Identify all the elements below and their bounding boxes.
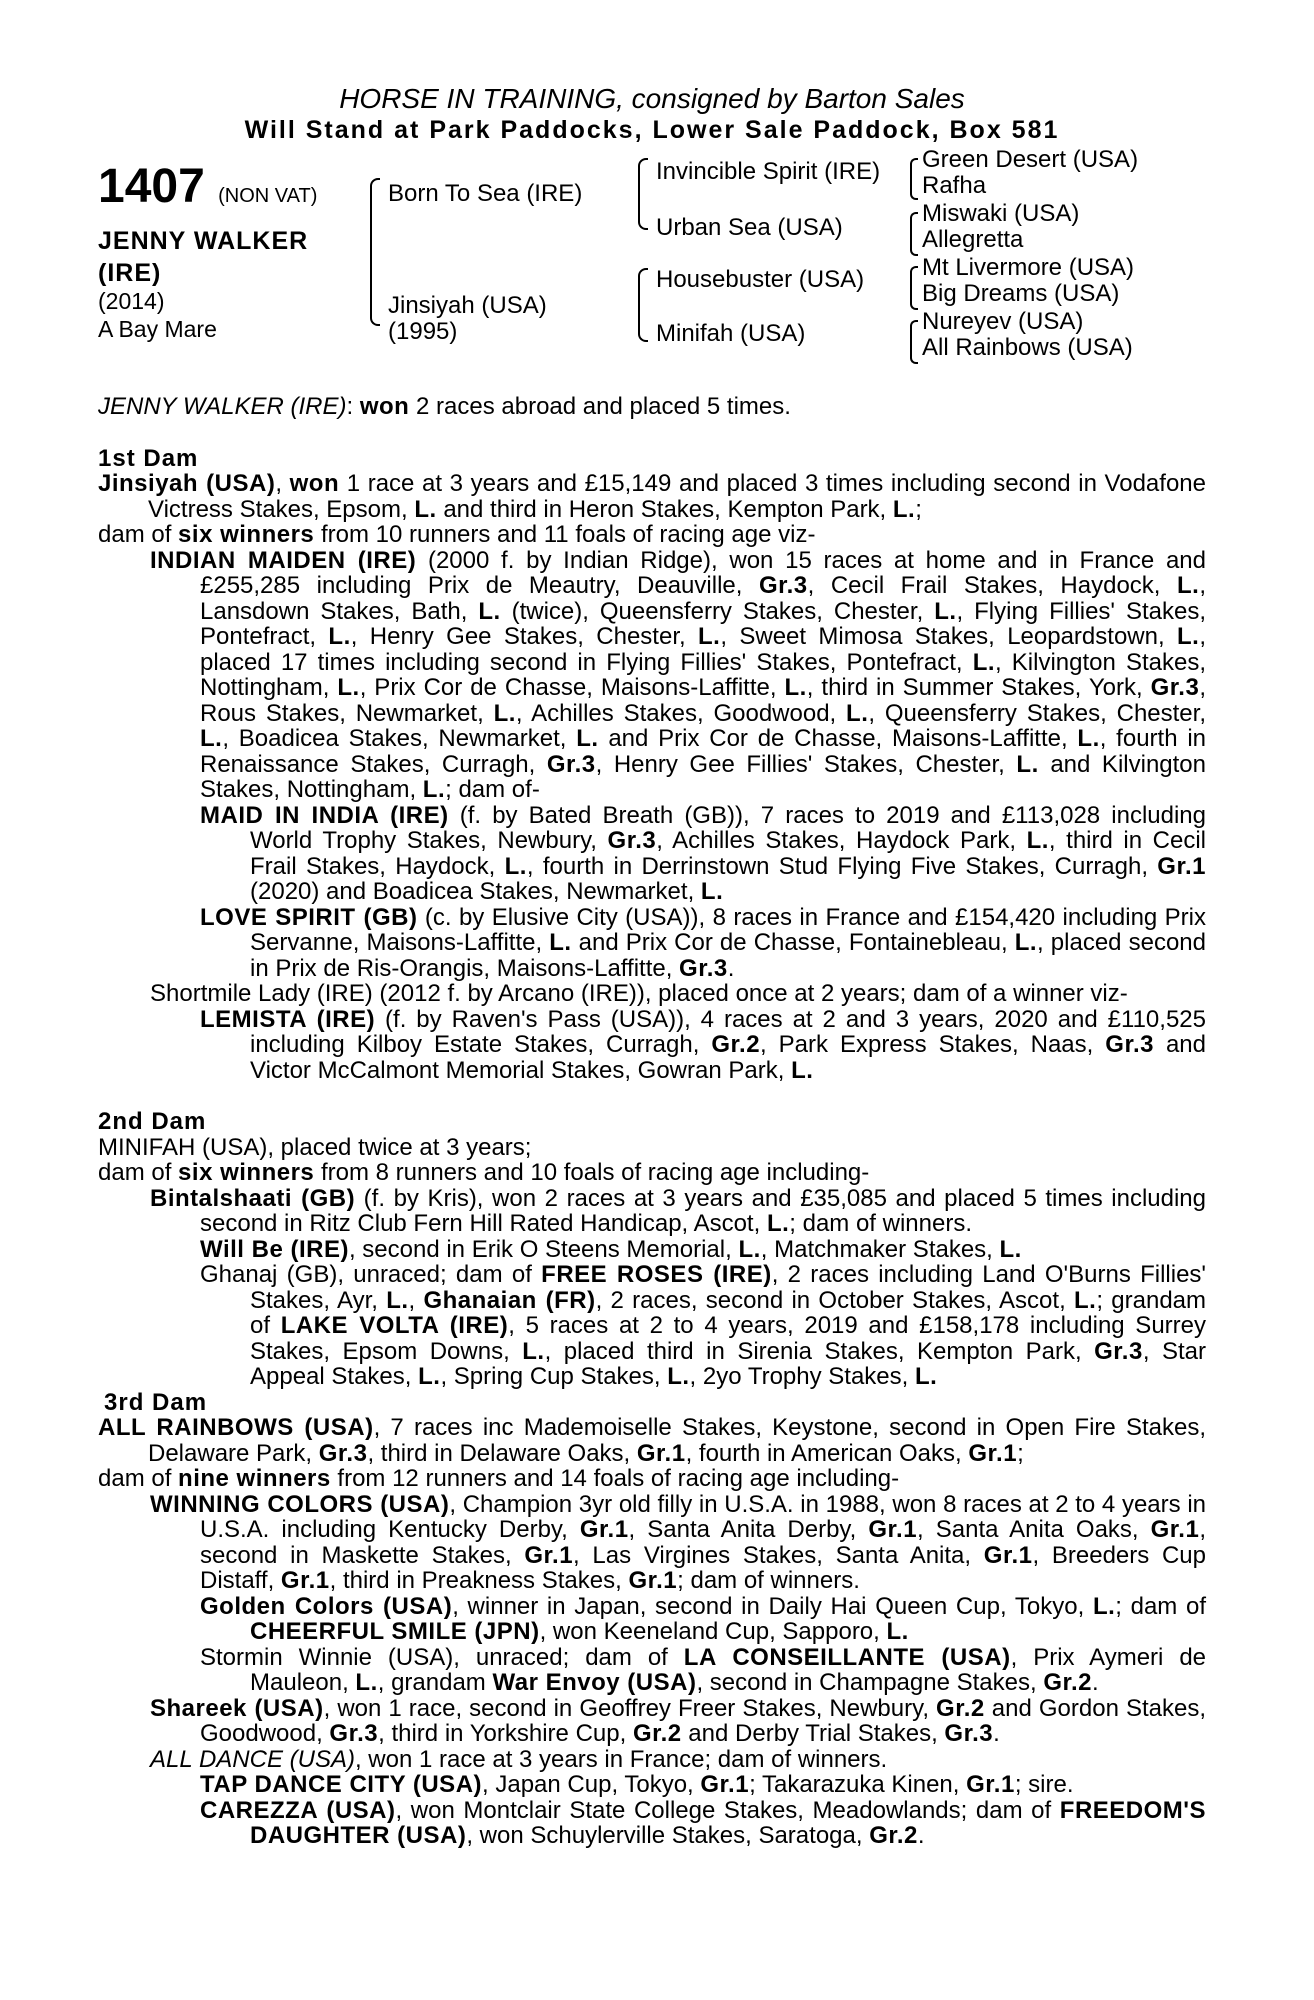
text: , Japan Cup, Tokyo, [482, 1771, 701, 1798]
text: , won Schuylerville Stakes, Saratoga, [466, 1822, 870, 1849]
listed-label: L. [915, 1363, 938, 1390]
text: , placed second in Prix de Ris-Orangis, Maisons-Laffitte, [250, 929, 1206, 982]
pedigree-dsd: Big Dreams (USA) [922, 280, 1120, 307]
catalogue-page [98, 82, 1206, 1849]
grade-label: Gr.1 [628, 1567, 678, 1594]
winning-colors-record [98, 1492, 1206, 1594]
grade-label: Gr.2 [711, 1031, 761, 1058]
pedigree-bracket-sd [910, 212, 918, 256]
text: , Spring Cup Stakes, [440, 1363, 668, 1390]
summary-line: JENNY WALKER (IRE): won 2 races abroad and placed 5 times. [98, 393, 791, 420]
pedigree-bracket-main [370, 178, 380, 326]
grade-label: Gr.1 [983, 1541, 1033, 1569]
listed-label: L. [784, 674, 807, 701]
summary-text: 2 races abroad and placed 5 times. [409, 393, 791, 420]
horse-name: TAP DANCE CITY (USA) [200, 1771, 483, 1798]
listed-label: L. [355, 1669, 378, 1696]
punctuation: . [917, 1822, 925, 1849]
listed-label: L. [493, 699, 516, 727]
dam1-text: 1 race at 3 years and £15,149 and placed 3 times including second in Vodafone Victress Stakes, Epsom, [148, 470, 1206, 523]
grade-label: Gr.3 [329, 1720, 379, 1747]
horse-name: War Envoy (USA) [492, 1669, 697, 1696]
horse-name: CHEERFUL SMILE (JPN) [250, 1618, 540, 1645]
shareek-record [98, 1696, 1206, 1747]
punctuation: . [1092, 1669, 1099, 1696]
text: , Henry Gee Fillies' Stakes, Chester, [595, 750, 1017, 778]
horse-description: A Bay Mare [98, 316, 217, 342]
grade-label: Gr.1 [1150, 1516, 1200, 1543]
grade-label: Gr.1 [579, 1516, 629, 1543]
text: , third in Summer Stakes, York, [806, 674, 1151, 701]
text: ; sire. [1014, 1771, 1074, 1798]
listed-label: L. [892, 495, 916, 523]
listed-label: L. [549, 929, 572, 956]
dam1-text: from 10 runners and 11 foals of racing age viz- [314, 521, 816, 548]
horse-name: ALL RAINBOWS (USA) [98, 1414, 374, 1441]
listed-label: L. [337, 674, 360, 701]
text: , Prix Cor de Chasse, Maisons-Laffitte, [359, 674, 785, 701]
text: , third in Preakness Stakes, [329, 1567, 629, 1594]
text: , Prix Aymeri de Mauleon, [250, 1643, 1207, 1696]
dam1-heading: 1st Dam [98, 444, 199, 472]
text: , Breeders Cup Distaff, [200, 1541, 1206, 1594]
pedigree-dss: Mt Livermore (USA) [922, 254, 1135, 281]
text: from 8 runners and 10 foals of racing age including- [314, 1159, 870, 1186]
text: , winner in Japan, second in Daily Hai Queen Cup, Tokyo, [452, 1592, 1093, 1620]
dam2-winners: six winners [178, 1159, 315, 1186]
horse-name-line1: JENNY WALKER [98, 227, 309, 255]
listed-label: L. [576, 725, 599, 752]
horse-name-line2: (IRE) [98, 259, 162, 287]
listed-label: L. [1077, 725, 1100, 752]
grade-label: Gr.1 [280, 1567, 330, 1594]
all-dance-record [98, 1747, 1206, 1773]
grade-label: Gr.3 [1105, 1031, 1154, 1058]
dam1-winners: six winners [178, 521, 315, 548]
text: , 2 races, second in October Stakes, Ascot, [595, 1286, 1075, 1314]
text: dam of [98, 1465, 179, 1492]
text: Stormin Winnie (USA), unraced; dam of [200, 1643, 684, 1671]
text: , Santa Anita Derby, [628, 1516, 869, 1543]
horse-name: Golden Colors (USA) [200, 1592, 453, 1620]
text: dam of [98, 1159, 179, 1186]
text: (c. by Elusive City (USA)), 8 races in France and £154,420 including Prix Servanne, Maisons-Laffitte, [250, 903, 1206, 956]
text: (2020) and Boadicea Stakes, Newmarket, [250, 878, 701, 905]
grade-label: Gr.3 [1094, 1337, 1143, 1365]
horse-name: MAID IN INDIA (IRE) [200, 801, 449, 829]
will-be-record [98, 1237, 1206, 1263]
listed-label: L. [1014, 929, 1038, 956]
maid-in-india-record [98, 803, 1206, 905]
horse-name: ALL DANCE (USA) [150, 1745, 355, 1773]
text: , Achilles Stakes, Goodwood, [515, 699, 847, 727]
horse-name: Ghanaian (FR) [423, 1286, 596, 1314]
listed-label: L. [999, 1235, 1022, 1263]
listed-label: L. [700, 878, 724, 905]
horse-name: WINNING COLORS (USA) [150, 1490, 450, 1518]
text: , won 1 race at 3 years in France; dam of winners. [354, 1745, 888, 1773]
dam1-text: dam of [98, 521, 179, 548]
text: and Derby Trial Stakes, [681, 1720, 945, 1747]
listed-label: L. [934, 597, 957, 625]
dam1-record: Jinsiyah (USA), won 1 race at 3 years and £15,149 and placed 3 times including second in Vodafone Victress Stakes, Epsom, L. and third in Heron Stakes, Kempton Park, L.; [98, 470, 1206, 523]
summary-won: won [359, 393, 410, 420]
text: ; dam of- [445, 776, 540, 803]
listed-label: L. [1016, 750, 1039, 778]
listed-label: L. [200, 725, 223, 752]
grade-label: Gr.2 [632, 1720, 682, 1747]
listed-label: L. [1074, 1286, 1097, 1314]
dam2-produce-summary [98, 1160, 1206, 1186]
shortmile-lady-record: Shortmile Lady (IRE) (2012 f. by Arcano (IRE)), placed once at 2 years; dam of a winner viz- [150, 980, 1128, 1007]
vat-status: (NON VAT) [218, 185, 318, 207]
grade-label: Gr.1 [636, 1439, 686, 1467]
horse-name: LEMISTA (IRE) [200, 1005, 376, 1033]
listed-label: L. [422, 776, 446, 803]
pedigree-bracket-sire [638, 158, 648, 230]
pedigree-ssd: Rafha [922, 172, 987, 199]
horse-name: Shareek (USA) [150, 1694, 324, 1722]
pedigree-bracket-dam [638, 268, 648, 342]
dam1-won: won [289, 470, 340, 497]
tap-dance-city-record [98, 1772, 1206, 1798]
text: , Champion 3yr old filly in U.S.A. in 1988, won 8 races at 2 to 4 years in U.S.A. including Kentucky Derby, [200, 1490, 1207, 1543]
pedigree-ds: Housebuster (USA) [656, 266, 865, 293]
pedigree-ss: Invincible Spirit (IRE) [656, 158, 881, 185]
pedigree-sd: Urban Sea (USA) [656, 214, 843, 241]
foaling-year: (2014) [98, 288, 165, 314]
text: (f. by Bated Breath (GB)), 7 races to 2019 and £113,028 including World Trophy Stakes, Newbury, [250, 801, 1207, 854]
listed-label: L. [766, 1210, 790, 1237]
pedigree-dam: Jinsiyah (USA) [388, 292, 547, 319]
text: , won 1 race, second in Geoffrey Freer Stakes, Newbury, [323, 1694, 937, 1722]
grade-label: Gr.3 [318, 1439, 368, 1467]
text: , placed third in Sirenia Stakes, Kempton Park, [544, 1337, 1095, 1365]
listed-label: L. [1092, 1592, 1116, 1620]
grade-label: Gr.3 [546, 750, 596, 778]
text: (twice), Queensferry Stakes, Chester, [500, 597, 935, 625]
text: , Park Express Stakes, Naas, [760, 1031, 1106, 1058]
horse-name: FREE ROSES (IRE) [541, 1261, 772, 1288]
listed-label: L. [418, 1363, 441, 1390]
page-title: HORSE IN TRAINING, consigned by Barton Sales [339, 83, 965, 114]
text: ; dam of [1115, 1592, 1207, 1620]
listed-label: L. [1177, 572, 1200, 599]
grade-label: Gr.1 [966, 1771, 1015, 1798]
text: , second in Maskette Stakes, [200, 1516, 1206, 1569]
summary-horse-name: JENNY WALKER (IRE) [98, 393, 347, 420]
grade-label: Gr.1 [700, 1771, 750, 1798]
grade-label: Gr.1 [968, 1439, 1018, 1467]
lot-header [98, 146, 1206, 384]
text: , 2 races including Land O'Burns Fillies' Stakes, Ayr, [250, 1261, 1207, 1314]
punctuation: ; [915, 495, 922, 523]
listed-label: L. [886, 1618, 909, 1645]
page-subtitle: Will Stand at Park Paddocks, Lower Sale Paddock, Box 581 [244, 116, 1060, 144]
text: , fourth in Derrinstown Stud Flying Five Stakes, Curragh, [526, 852, 1158, 880]
listed-label: L. [791, 1056, 814, 1084]
text: ; grandam of [250, 1286, 1207, 1339]
lot-number: 1407 [98, 160, 205, 213]
text: and Prix Cor de Chasse, Fontainebleau, [571, 929, 1015, 956]
text: , fourth in American Oaks, [685, 1439, 969, 1467]
text: , Matchmaker Stakes, [760, 1235, 1000, 1263]
grade-label: Gr.1 [868, 1516, 918, 1543]
text: , won Montclair State College Stakes, Meadowlands; dam of [395, 1796, 1060, 1824]
listed-label: L. [738, 1235, 761, 1263]
text: Ghanaj (GB), unraced; dam of [200, 1261, 542, 1288]
listed-label: L. [504, 852, 527, 880]
text: , third in Delaware Oaks, [367, 1439, 637, 1467]
text: and Kilvington Stakes, Nottingham, [200, 750, 1206, 803]
pedigree-sdd: Allegretta [922, 226, 1024, 253]
pedigree-sds: Miswaki (USA) [922, 200, 1080, 227]
dam1-name: Jinsiyah (USA) [98, 470, 276, 497]
text: , Flying Fillies' Stakes, Pontefract, [200, 597, 1206, 650]
text: , third in Cecil Frail Stakes, Haydock, [250, 827, 1207, 880]
indian-maiden-record [98, 548, 1206, 803]
pedigree-dam-year: (1995) [388, 318, 458, 345]
love-spirit-record [98, 905, 1206, 982]
carezza-record [98, 1798, 1206, 1849]
text: , won Keeneland Cup, Sapporo, [539, 1618, 887, 1645]
listed-label: L. [478, 597, 501, 625]
grade-label: Gr.3 [607, 827, 657, 854]
dam3-produce-summary [98, 1466, 1206, 1492]
bintalshaati-record [98, 1186, 1206, 1237]
punctuation: ; [1017, 1439, 1024, 1467]
dam1-produce-summary [98, 522, 1206, 548]
dam3-heading: 3rd Dam [104, 1388, 208, 1416]
lot-number-line [98, 160, 348, 223]
pedigree-bracket-ds [910, 266, 918, 310]
text: , Achilles Stakes, Haydock Park, [656, 827, 1027, 854]
horse-name: INDIAN MAIDEN (IRE) [150, 546, 417, 574]
text: , Rous Stakes, Newmarket, [200, 674, 1206, 727]
grade-label: Gr.3 [679, 954, 728, 982]
grade-label: Gr.3 [758, 572, 808, 599]
text: , fourth in Renaissance Stakes, Curragh, [200, 725, 1206, 778]
listed-label: L. [698, 623, 721, 650]
text: (f. by Kris), won 2 races at 3 years and £35,085 and placed 5 times including second in Ritz Club Fern Hill Rated Handicap, Ascot, [200, 1184, 1207, 1237]
ghanaj-record: Ghanaj (GB), unraced; dam of FREE ROSES (IRE), 2 races including Land O'Burns Fillies' Stakes, Ayr, L., Ghanaian (FR), 2 races, second in October Stakes, Ascot, L.; grandam of LAKE VOLTA (IRE), 5 races at 2 to 4 years, 2019 and £158,178 including Surrey Stakes, Epsom Downs, L., placed third in Sirenia Stakes, Kempton Park, Gr.3, Star Appeal Stakes, L., Spring Cup Stakes, L., 2yo Trophy Stakes, L. [200, 1261, 1207, 1390]
horse-name: LAKE VOLTA (IRE) [280, 1312, 509, 1339]
lot-info [98, 160, 348, 343]
pedigree-bracket-dd [910, 320, 918, 364]
horse-name: Will Be (IRE) [200, 1235, 349, 1263]
text: , Boadicea Stakes, Newmarket, [222, 725, 577, 752]
text: , Las Virgines Stakes, Santa Anita, [573, 1541, 984, 1569]
horse-name: Bintalshaati (GB) [150, 1184, 356, 1212]
text: (2000 f. by Indian Ridge), won 15 races at home and in France and £255,285 including Prix de Meautry, Deauville, [200, 546, 1206, 599]
text: , 7 races inc Mademoiselle Stakes, Keystone, second in Open Fire Stakes, Delaware Park, [148, 1414, 1206, 1467]
text: , grandam [377, 1669, 493, 1696]
horse-name: FREEDOM'S DAUGHTER (USA) [250, 1796, 1206, 1849]
text: , Star Appeal Stakes, [250, 1337, 1207, 1390]
grade-label: Gr.1 [1157, 852, 1206, 880]
text: , 5 races at 2 to 4 years, 2019 and £158,178 including Surrey Stakes, Epsom Downs, [250, 1312, 1206, 1365]
text: and Gordon Stakes, Goodwood, [200, 1694, 1207, 1747]
text: , Santa Anita Oaks, [917, 1516, 1151, 1543]
text: , placed 17 times including second in Flying Fillies' Stakes, Pontefract, [200, 623, 1206, 676]
pedigree-bracket-ss [910, 158, 918, 200]
grade-label: Gr.3 [1150, 674, 1200, 701]
dam3-record [98, 1415, 1206, 1466]
pedigree-dd: Minifah (USA) [656, 320, 806, 347]
grade-label: Gr.1 [524, 1541, 574, 1569]
pedigree-sss: Green Desert (USA) [922, 146, 1139, 173]
grade-label: Gr.3 [944, 1720, 994, 1747]
horse-name: LA CONSEILLANTE (USA) [683, 1643, 1011, 1671]
listed-label: L. [414, 495, 437, 523]
lemista-record [98, 1007, 1206, 1084]
pedigree-dds: Nureyev (USA) [922, 308, 1084, 335]
text: , Sweet Mimosa Stakes, Leopardstown, [720, 623, 1177, 650]
golden-colors-record [98, 1594, 1206, 1645]
dam2-record: MINIFAH (USA), placed twice at 3 years; [98, 1133, 532, 1161]
punctuation: . [727, 954, 735, 982]
text: , second in Erik O Steens Memorial, [348, 1235, 739, 1263]
listed-label: L. [972, 648, 996, 676]
listed-label: L. [846, 699, 869, 727]
text: , Kilvington Stakes, Nottingham, [200, 648, 1207, 701]
text: (f. by Raven's Pass (USA)), 4 races at 2 and 3 years, 2020 and £110,525 including Kilboy Estate Stakes, Curragh, [250, 1005, 1206, 1058]
grade-label: Gr.2 [1043, 1669, 1093, 1696]
listed-label: L. [386, 1286, 409, 1314]
horse-name: CAREZZA (USA) [200, 1796, 396, 1824]
listed-label: L. [1026, 827, 1049, 854]
grade-label: Gr.2 [869, 1822, 918, 1849]
dam2-heading: 2nd Dam [98, 1108, 207, 1135]
dam1-text: and third in Heron Stakes, Kempton Park, [436, 495, 893, 523]
text: and Victor McCalmont Memorial Stakes, Gowran Park, [250, 1031, 1206, 1084]
listed-label: L. [328, 623, 351, 650]
text: ; dam of winners. [677, 1567, 860, 1594]
pedigree-sire: Born To Sea (IRE) [388, 180, 583, 207]
listed-label: L. [1177, 623, 1200, 650]
text: , Cecil Frail Stakes, Haydock, [807, 572, 1177, 599]
text: , second in Champagne Stakes, [696, 1669, 1044, 1696]
text: from 12 runners and 14 foals of racing age including- [330, 1465, 900, 1492]
horse-name: LOVE SPIRIT (GB) [200, 903, 418, 931]
text: , 2yo Trophy Stakes, [689, 1363, 915, 1390]
dam3-winners: nine winners [178, 1465, 331, 1492]
text: ; Takarazuka Kinen, [749, 1771, 967, 1798]
listed-label: L. [667, 1363, 690, 1390]
punctuation: . [993, 1720, 1000, 1747]
text: and Prix Cor de Chasse, Maisons-Laffitte, [598, 725, 1078, 752]
listed-label: L. [522, 1337, 545, 1365]
text: , Henry Gee Stakes, Chester, [350, 623, 699, 650]
text: , Queensferry Stakes, Chester, [868, 699, 1206, 727]
text: , Lansdown Stakes, Bath, [200, 572, 1206, 625]
pedigree-ddd: All Rainbows (USA) [922, 334, 1133, 361]
text: , third in Yorkshire Cup, [378, 1720, 633, 1747]
stormin-winnie-record [98, 1645, 1206, 1696]
grade-label: Gr.2 [936, 1694, 985, 1722]
text: ; dam of winners. [789, 1210, 973, 1237]
